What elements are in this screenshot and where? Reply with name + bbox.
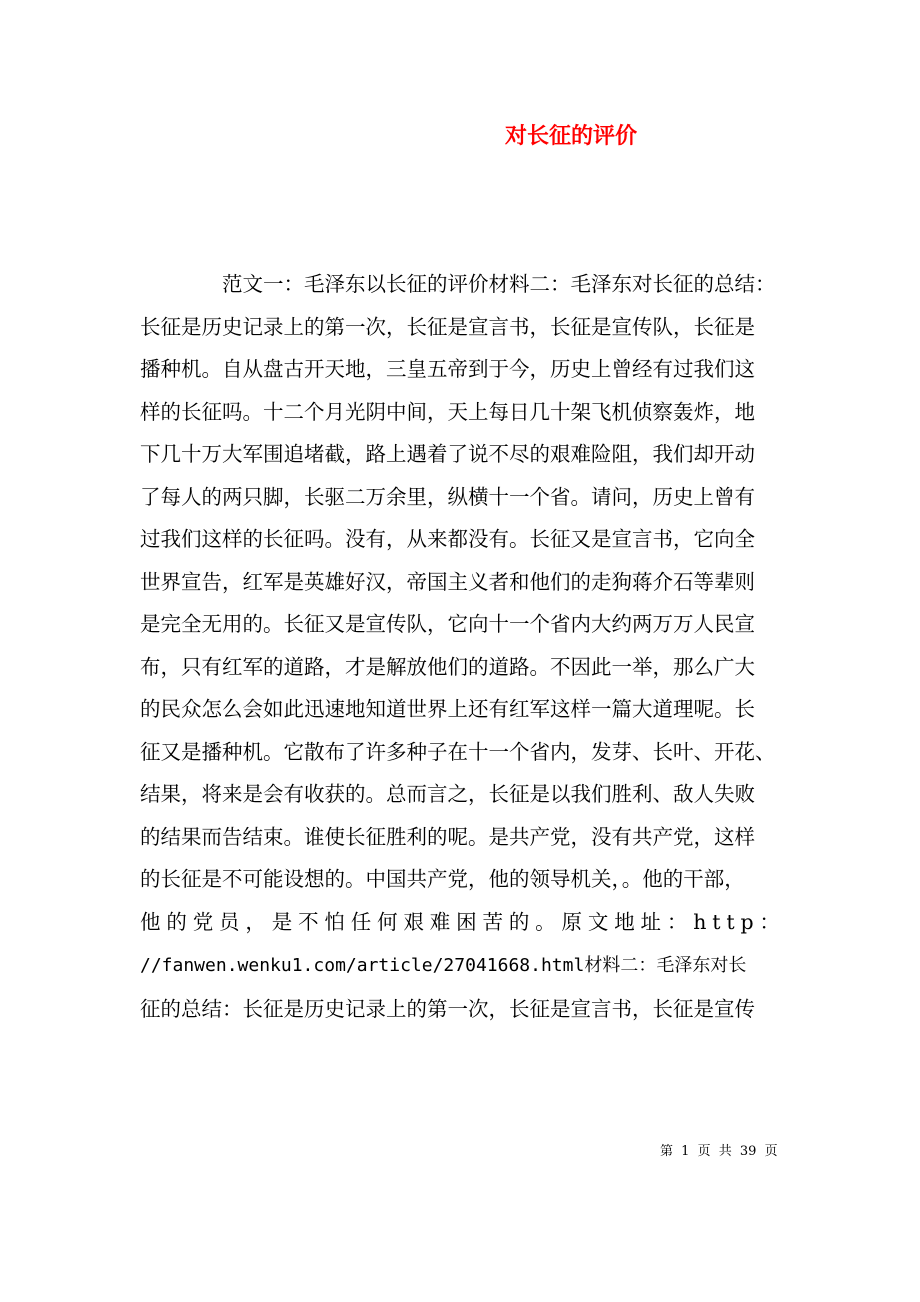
spread-char: 是 — [271, 909, 293, 934]
footer-page-unit: 页 — [697, 1144, 711, 1159]
spread-char: 址 — [640, 909, 662, 934]
spread-char: 地 — [614, 909, 635, 934]
body-line: 长征是历史记录上的第一次，长征是宣言书，长征是宣传队，长征是 — [140, 314, 755, 339]
body-line: 征的总结：长征是历史记录上的第一次，长征是宣言书，长征是宣传 — [140, 996, 755, 1021]
body-line-spread — [140, 901, 780, 944]
document-body — [140, 263, 780, 1030]
body-line: 世界宣告，红军是英雄好汉，帝国主义者和他们的走狗蒋介石等辈则 — [140, 569, 755, 594]
spread-char: 文 — [587, 909, 609, 934]
spread-char: 何 — [377, 909, 398, 934]
source-url-line: //fanwen.wenku1.com/article/27041668.html材料二：毛泽东对长 — [140, 955, 747, 976]
body-line: 过我们这样的长征吗。没有，从来都没有。长征又是宣言书，它向全 — [140, 527, 755, 551]
spread-char: 不 — [298, 909, 319, 934]
spread-char: ， — [245, 909, 266, 934]
body-line: 的民众怎么会如此迅速地知道世界上还有红军这样一篇大道理呢。长 — [140, 697, 755, 721]
spread-char: 他 — [140, 909, 161, 934]
page-footer — [660, 1143, 800, 1161]
body-line: 范文一：毛泽东以长征的评价材料二：毛泽东对长征的总结： — [222, 272, 776, 296]
spread-char: 的 — [508, 909, 530, 934]
footer-total-pages: 39 — [739, 1144, 757, 1159]
body-line: 的结果而告结束。谁使长征胜利的呢。是共产党，没有共产党，这样 — [140, 824, 755, 849]
spread-char: 原 — [561, 909, 582, 934]
body-line: 样的长征吗。十二个月光阴中间，天上每日几十架飞机侦察轰炸，地 — [140, 399, 755, 424]
body-line: 的长征是不可能设想的。中国共产党，他的领导机关，。他的干部， — [140, 867, 745, 891]
body-paragraph — [140, 263, 780, 1030]
spread-char: p — [740, 909, 754, 934]
footer-page-number: 1 — [681, 1144, 690, 1159]
footer-page-label: 第 — [660, 1144, 674, 1159]
body-line: 是完全无用的。长征又是宣传队，它向十一个省内大约两万万人民宣 — [140, 612, 755, 636]
body-line: 布，只有红军的道路，才是解放他们的道路。不因此一举，那么广大 — [140, 654, 755, 679]
spread-char: 。 — [535, 909, 556, 934]
spread-char: 苦 — [482, 909, 503, 934]
spread-char: 艰 — [403, 909, 424, 934]
spread-char: ： — [759, 909, 780, 934]
spread-char: 党 — [192, 909, 214, 934]
spread-char: 的 — [166, 909, 187, 934]
body-line: 了每人的两只脚，长驱二万余里，纵横十一个省。请问，历史上曾有 — [140, 484, 755, 509]
body-line: 下几十万大军围追堵截，路上遇着了说不尽的艰难险阻，我们却开动 — [140, 442, 755, 466]
footer-total-label: 共 — [718, 1144, 732, 1159]
document-title: 对长征的评价 — [505, 123, 638, 149]
body-line: 播种机。自从盘古开天地，三皇五帝到于今，历史上曾经有过我们这 — [140, 357, 755, 381]
spread-char: 难 — [429, 909, 451, 934]
spread-char: 困 — [456, 909, 477, 934]
spread-char: 怕 — [324, 909, 345, 934]
spread-char: ： — [666, 909, 688, 934]
body-line: 结果，将来是会有收获的。总而言之，长征是以我们胜利、敌人失败 — [140, 782, 755, 806]
footer-total-unit: 页 — [764, 1144, 778, 1159]
body-line — [140, 943, 780, 988]
spread-char: t — [712, 909, 721, 934]
body-line: 征又是播种机。它散布了许多种子在十一个省内，发芽、长叶、开花、 — [140, 739, 776, 764]
spread-char: h — [693, 909, 707, 934]
spread-char: 任 — [350, 909, 372, 934]
spread-char: t — [726, 909, 735, 934]
spread-char: 员 — [219, 909, 240, 934]
